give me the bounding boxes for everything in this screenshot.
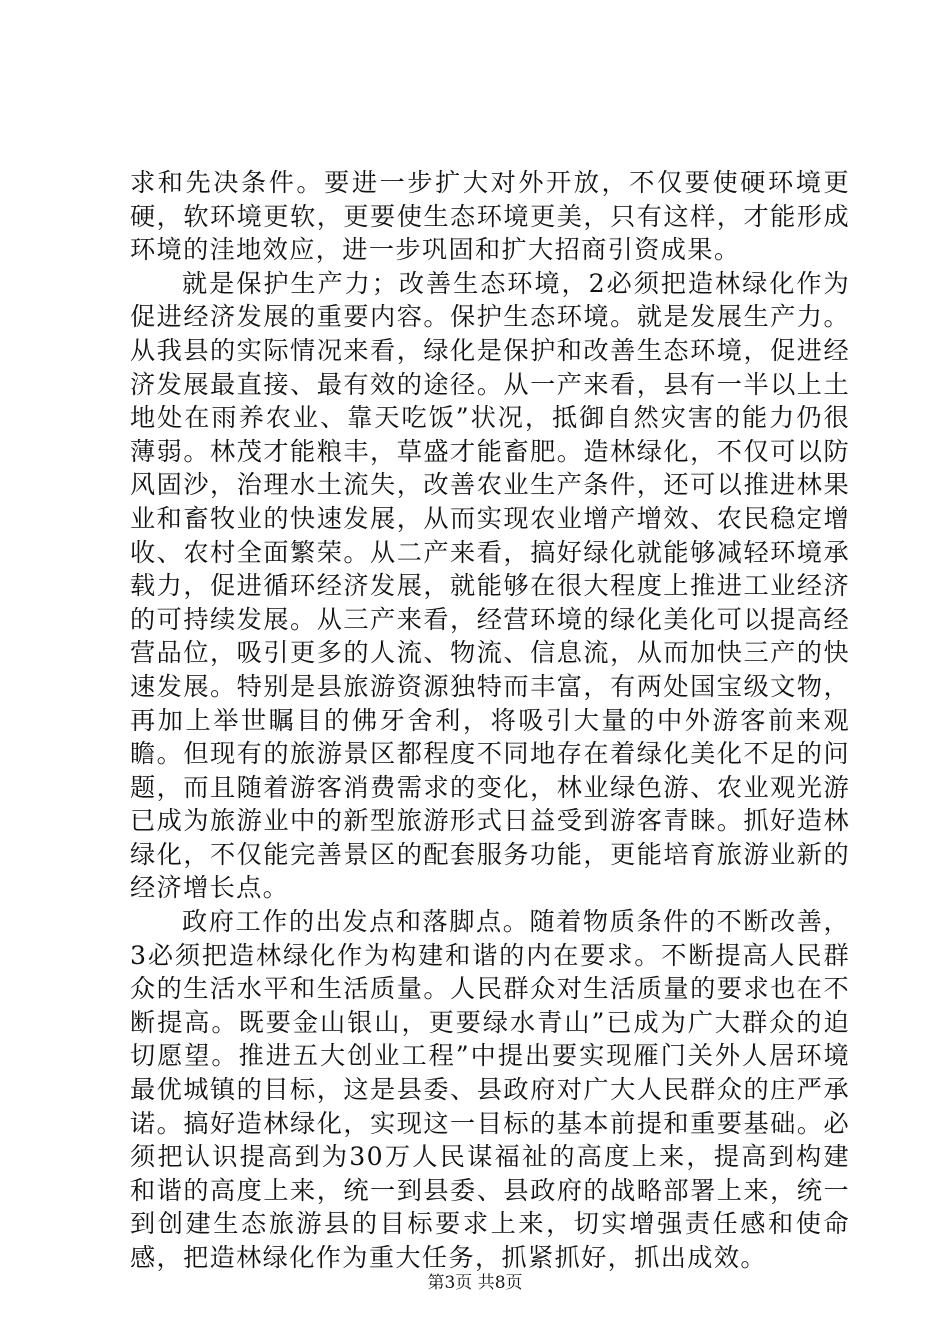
paragraph-3: 政府工作的出发点和落脚点。随着物质条件的不断改善，3必须把造林绿化作为构建和谐的内在要求。不断提高人民群众的生活水平和生活质量。人民群众对生活质量的要求也在不断提高。既要金山银山，更要绿水青山”已成为广大群众的迫切愿望。推进五大创业工程”中提出要实现雁门关外人居环境最优城镇的目标，这是县委、县政府对广大人民群众的庄严承诺。搞好造林绿化，实现这一目标的基本前提和重要基础。必须把认识提高到为30万人民谋福祉的高度上来，提高到构建和谐的高度上来，统一到县委、县政府的战略部署上来，统一到创建生态旅游县的目标要求上来，切实增强责任感和使命感，把造林绿化作为重大任务，抓紧抓好，抓出成效。 [130, 907, 850, 1272]
page-number-footer: 第3页 共8页 [427, 1273, 523, 1293]
paragraph-1: 求和先决条件。要进一步扩大对外开放，不仅要使硬环境更硬，软环境更软，更要使生态环境更美，只有这样，才能形成环境的洼地效应，进一步巩固和扩大招商引资成果。 [130, 168, 850, 265]
body-text [130, 166, 850, 1275]
paragraph-2: 就是保护生产力；改善生态环境，2必须把造林绿化作为促进经济发展的重要内容。保护生态环境。就是发展生产力。从我县的实际情况来看，绿化是保护和改善生态环境，促进经济发展最直接、最有效的途径。从一产来看，县有一半以上土地处在雨养农业、靠天吃饭”状况，抵御自然灾害的能力仍很薄弱。林茂才能粮丰，草盛才能畜肥。造林绿化，不仅可以防风固沙，治理水土流失，改善农业生产条件，还可以推进林果业和畜牧业的快速发展，从而实现农业增产增效、农民稳定增收、农村全面繁荣。从二产来看，搞好绿化就能够减轻环境承载力，促进循环经济发展，就能够在很大程度上推进工业经济的可持续发展。从三产来看，经营环境的绿化美化可以提高经营品位，吸引更多的人流、物流、信息流，从而加快三产的快速发展。特别是县旅游资源独特而丰富，有两处国宝级文物，再加上举世瞩目的佛牙舍利，将吸引大量的中外游客前来观瞻。但现有的旅游景区都程度不同地存在着绿化美化不足的问题，而且随着游客消费需求的变化，林业绿色游、农业观光游已成为旅游业中的新型旅游形式日益受到游客青睐。抓好造林绿化，不仅能完善景区的配套服务功能，更能培育旅游业新的经济增长点。 [130, 268, 850, 903]
